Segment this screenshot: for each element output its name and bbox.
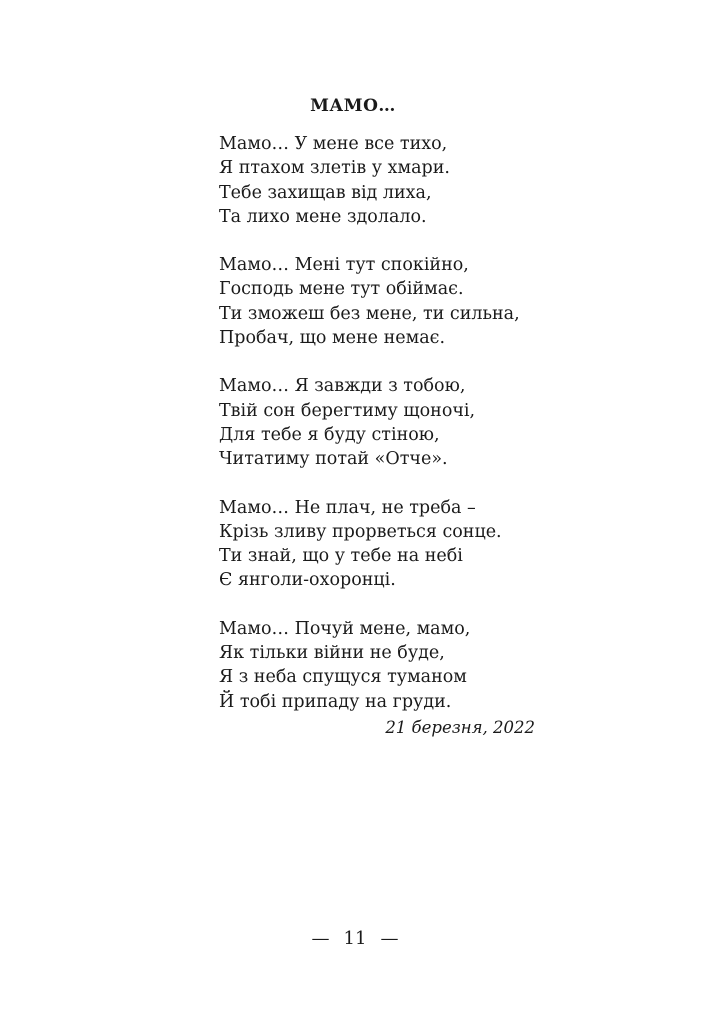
poem-line: Є янголи-охоронці. bbox=[219, 570, 396, 591]
page-number-value: 11 bbox=[343, 928, 367, 949]
poem-line: Пробач, що мене немає. bbox=[219, 328, 446, 349]
poem-line: Й тобі припаду на груди. bbox=[219, 691, 452, 712]
poem-line: Мамо… У мене все тихо, bbox=[219, 134, 448, 154]
poem-line: Для тебе я буду стіною, bbox=[219, 424, 440, 445]
stanza bbox=[219, 253, 539, 350]
poem-line: Тебе захищав від лиха, bbox=[219, 182, 432, 203]
poem-title: МАМО… bbox=[310, 96, 396, 116]
poem-line: Твій сон берегтиму щоночі, bbox=[219, 400, 476, 421]
poem-line: Я з неба спущуся туманом bbox=[219, 667, 467, 688]
poem-line: Мамо… Мені тут спокійно, bbox=[219, 255, 469, 276]
poem-body bbox=[219, 132, 539, 738]
poem-line: Читатиму потай «Отче». bbox=[219, 449, 448, 470]
poem-date: 21 березня, 2022 bbox=[385, 718, 535, 737]
stanza bbox=[219, 617, 539, 714]
poem-line: Я птахом злетів у хмари. bbox=[219, 158, 450, 179]
stanza bbox=[219, 132, 539, 229]
poem-line: Ти зможеш без мене, ти сильна, bbox=[219, 303, 520, 324]
poem-line: Мамо… Я завжди з тобою, bbox=[219, 376, 466, 397]
poem-line: Ти знай, що у тебе на небі bbox=[219, 546, 463, 567]
stanza bbox=[219, 496, 539, 593]
poem-line: Як тільки війни не буде, bbox=[219, 643, 445, 664]
page-dash-right: — bbox=[380, 928, 399, 949]
poem-line: Крізь зливу прорветься сонце. bbox=[219, 521, 502, 542]
stanza bbox=[219, 374, 539, 471]
poem-line: Господь мене тут обіймає. bbox=[219, 279, 464, 300]
poem-line: Мамо… Почуй мене, мамо, bbox=[219, 618, 471, 639]
page-dash-left: — bbox=[311, 928, 330, 949]
poem-line: Мамо… Не плач, не треба – bbox=[219, 497, 476, 518]
page-number bbox=[290, 928, 420, 949]
poem-line: Та лихо мене здолало. bbox=[219, 206, 427, 227]
